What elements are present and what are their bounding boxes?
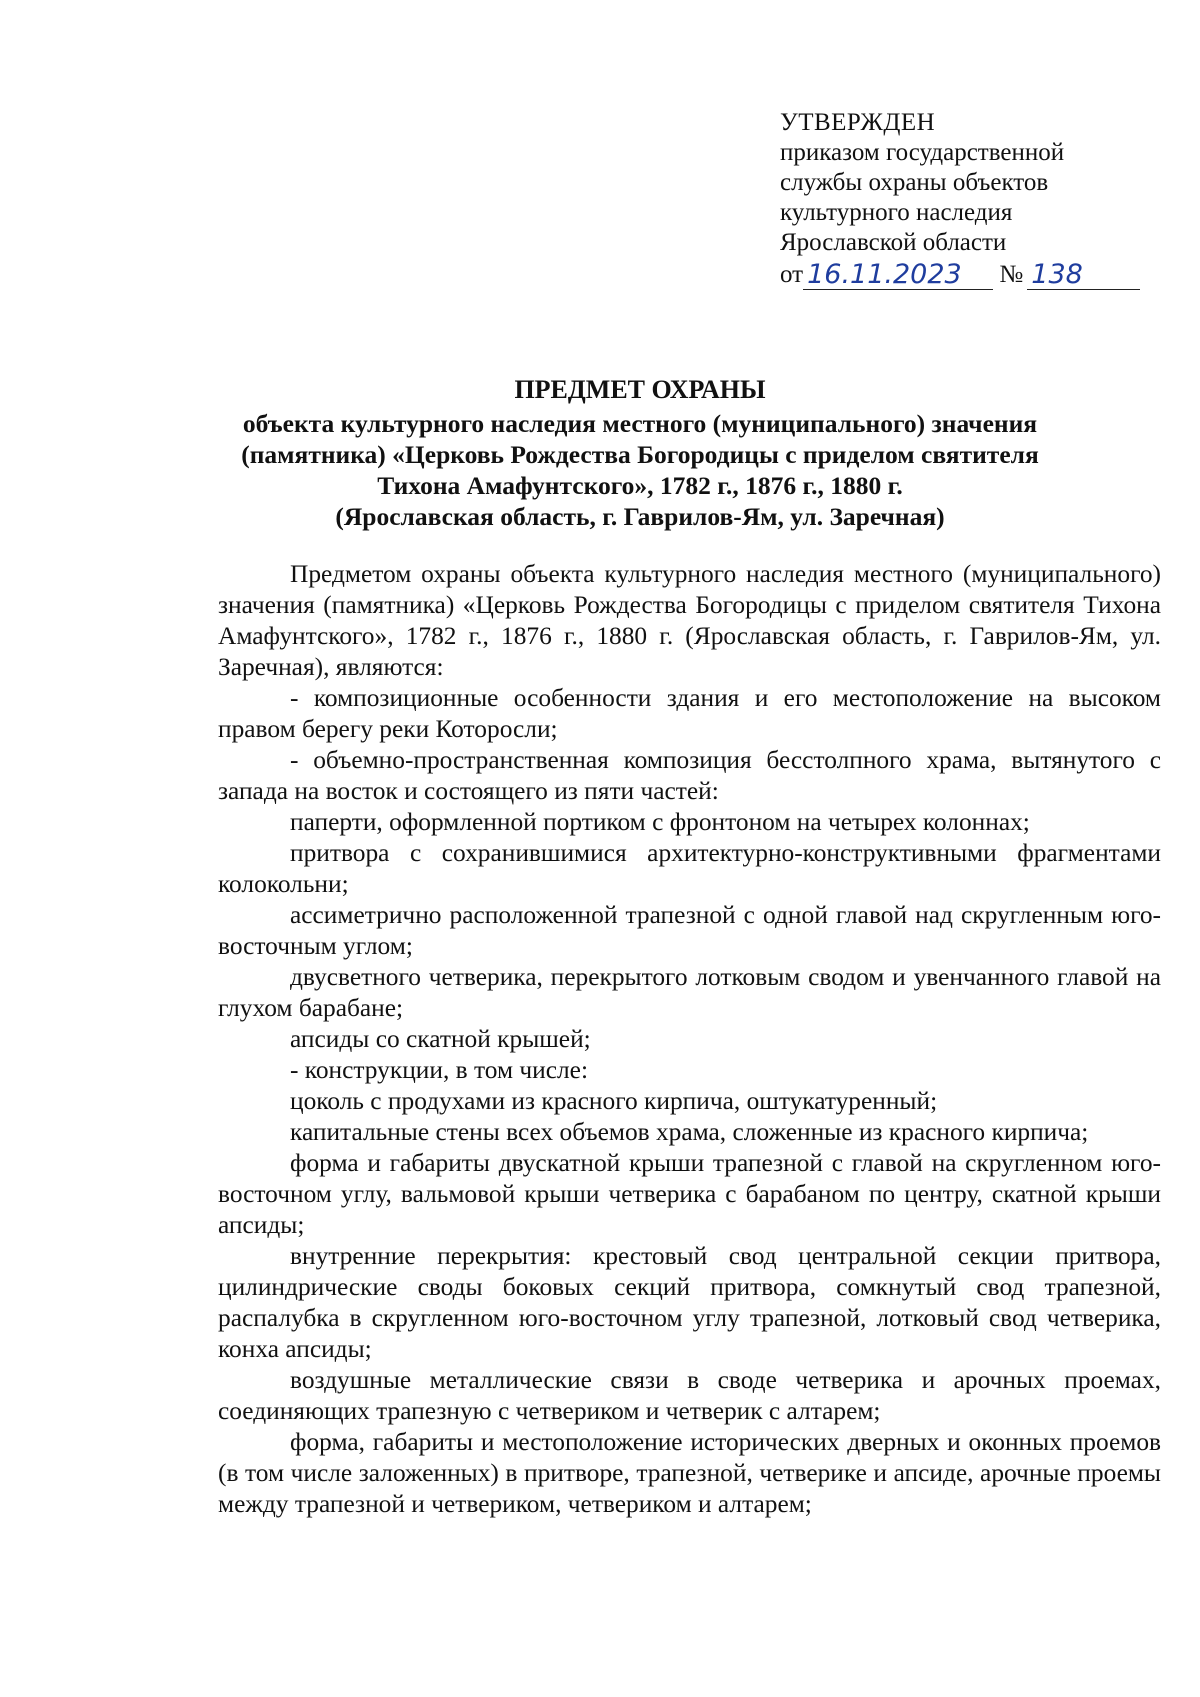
body-paragraph: Предметом охраны объекта культурного наследия местного (муниципального) значения (памятника) «Церковь Рождества Богородицы с приделом святителя Тихона Амафунтского», 1782 г., 1876 г., 1880 г. (Ярославская область, г. Гаврилов-Ям, ул. Заречная), являются:	[218, 560, 1161, 681]
order-date-handwritten: 16.11.2023	[803, 261, 993, 290]
approval-block	[780, 108, 1140, 290]
approval-line: Ярославской области	[780, 229, 1007, 256]
order-number-handwritten: 138	[1027, 261, 1140, 290]
body-paragraph: капитальные стены всех объемов храма, сложенные из красного кирпича;	[290, 1118, 1089, 1146]
body-paragraph: - конструкции, в том числе:	[290, 1056, 589, 1084]
body-paragraph: форма и габариты двускатной крыши трапезной с главой на скругленном юго-восточном углу, вальмовой крыши четверика с барабаном по центру, скатной крыши апсиды;	[218, 1149, 1161, 1239]
approval-line: приказом государственной	[780, 139, 1065, 166]
order-number-sign: №	[999, 261, 1024, 288]
document-body	[218, 559, 1161, 1520]
title-line: (памятника) «Церковь Рождества Богородицы с приделом святителя	[241, 440, 1039, 469]
body-paragraph: апсиды со скатной крышей;	[290, 1025, 591, 1053]
order-reference	[780, 258, 1140, 290]
title-line: объекта культурного наследия местного (муниципального) значения	[242, 409, 1038, 438]
body-paragraph: воздушные металлические связи в своде четверика и арочных проемах, соединяющих трапезную с четвериком и четверик с алтарем;	[218, 1366, 1161, 1425]
body-paragraph: ассиметрично расположенной трапезной с одной главой над скругленным юго-восточным углом;	[218, 901, 1161, 960]
body-paragraph: цоколь с продухами из красного кирпича, оштукатуренный;	[290, 1087, 938, 1115]
body-paragraph: - композиционные особенности здания и его местоположение на высоком правом берегу реки Которосли;	[218, 684, 1161, 743]
body-paragraph: двусветного четверика, перекрытого лотковым сводом и увенчанного главой на глухом барабане;	[218, 963, 1161, 1022]
body-paragraph: паперти, оформленной портиком с фронтоном на четырех колоннах;	[290, 808, 1030, 836]
title-line: Тихона Амафунтского», 1782 г., 1876 г., 1880 г.	[377, 471, 903, 500]
body-paragraph: форма, габариты и местоположение исторических дверных и оконных проемов (в том числе заложенных) в притворе, трапезной, четверике и апсиде, арочные проемы между трапезной и четвериком, четвериком и алтарем;	[218, 1428, 1161, 1518]
body-paragraph: - объемно-пространственная композиция бесстолпного храма, вытянутого с запада на восток и состоящего из пяти частей:	[218, 746, 1161, 805]
order-date-prefix: от	[780, 261, 804, 288]
title-main: ПРЕДМЕТ ОХРАНЫ	[514, 375, 766, 404]
approval-heading: УТВЕРЖДЕН	[780, 109, 936, 136]
title-line: (Ярославская область, г. Гаврилов-Ям, ул. Заречная)	[335, 502, 945, 531]
approval-line: службы охраны объектов	[780, 169, 1049, 196]
body-paragraph: внутренние перекрытия: крестовый свод центральной секции притвора, цилиндрические своды боковых секций притвора, сомкнутый свод трапезной, распалубка в скругленном юго-восточном углу трапезной, лотковый свод четверика, конха апсиды;	[218, 1242, 1161, 1363]
approval-line: культурного наследия	[780, 199, 1013, 226]
body-paragraph: притвора с сохранившимися архитектурно-конструктивными фрагментами колокольни;	[218, 839, 1161, 898]
document-title	[200, 373, 1080, 532]
